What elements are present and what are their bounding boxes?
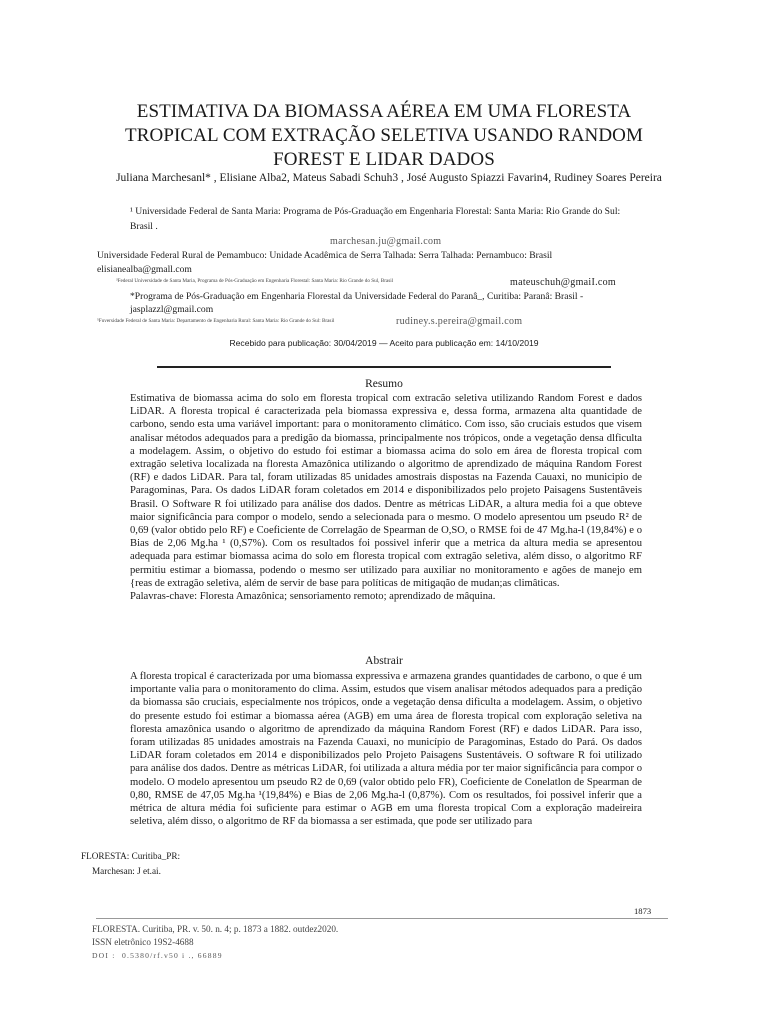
abstract-heading: Abstrair [365,655,403,667]
affiliation-4: *Programa de Pós-Graduação em Engenharia Florestal da Universidade Federal do Paranâ_, Curitiba: Paranâ: Brasil - [130,291,584,302]
affiliation-1-country: Brasil . [130,221,158,232]
abstract-text: A floresta tropical é caracterizada por uma biomassa expressiva e armazena grandes quantidades de carbono, o que é um importante valia para o monitoramento do clima. Assim, estudos que visem analisar métodos adequados para a predição da biomassa são cruciais, especialmente nos trópicos, onde a vegetação densa dificulta a modelagem. Assim, o objetivo do presente estudo foi estimar a biomassa aérea (AGB) em uma área de floresta tropical com exploração seletiva na floresta amazônica usando o algoritmo de aprendizado da máquina Random Forest (RF) e dados LiDAR. Para isso, foram utilizadas 85 unidades amostrais na Fazenda Cauaxi, no município de Paragominas, Estado do Pará. Os dados LiDAR foram coletados em 2014 e disponibilizados pelo Projeto Paisagens Sustentáveis. O software R foi utilizado para análise dos dados. Dentre as métricas LiDAR, foi utilizada a altura média por ter maior significância para compor o modelo. O modelo apresentou um pseudo R2 de 0,69 (valor obtido pelo FR), Coeficiente de Conelatlon de Spearman de 0,80, RMSE de 47,05 Mg.ha ¹(19,84%) e Bias de 2,06 Mg.ha-l (0,87%). Com os resultados, foi possivel inferir que a métrica de altura média foi suficiente para estimar o AGB em uma floresta tropical Com a exploração madeireira seletiva, além disso, o algoritmo de RF da biomassa a ser estimada, que pode ser utilizado para [130,671,642,828]
affiliation-5: ⁵Fuversidade Federal de Santa Maria: Departamento de Engenharia Rural: Santa Maria: Rio Grande do Sul: Brasil [97,318,335,324]
doi-label: DOI : [92,951,116,960]
citation-line: FLORESTA. Curitiba, PR. v. 50. n. 4; p. 1873 a 1882. outdez2020. [92,924,339,934]
doi-link[interactable]: 0.5380/rf.v50 i ., 66889 [122,951,223,960]
section-divider [157,366,611,368]
email-link[interactable]: marchesan.ju@gmail.com [330,236,442,247]
submission-dates: Recebido para publicação: 30/04/2019 — Aceito para publicação em: 14/10/2019 [229,338,539,348]
email-link[interactable]: jasplazzl@gmail.com [130,304,214,315]
email-link[interactable]: elisianealba@gmall.com [97,264,192,275]
page-number: 1873 [634,906,652,916]
affiliation-3: ³Federal Universidade de Santa Maria, Programa de Pós-Graduação em Engenharia Florestal: Santa Maria: Rio Grande do Sul, Brasil [116,278,394,284]
running-head: FLORESTA: Curitiba_PR: [81,851,181,861]
issn-line: ISSN eletrônico 19S2-4688 [92,937,194,947]
email-link[interactable]: rudiney.s.pereira@gmail.com [396,316,523,327]
keywords: Palavras-chave: Floresta Amazônica; sensoriamento remoto; aprendizado de mâquina. [130,591,496,603]
email-link[interactable]: mateuschuh@gmaiI.com [510,277,617,288]
running-author: Marchesan: J et.ai. [92,866,161,876]
footer-divider [96,918,668,919]
author-list: Juliana Marchesanl* , Elisiane Alba2, Mateus Sabadi Schuh3 , José Augusto Spiazzi Favarin4, Rudiney Soares Pereira [116,172,662,184]
article-title: ESTIMATIVA DA BIOMASSA AÉREA EM UMA FLORESTA TROPICAL COM EXTRAÇÃO SELETIVA USANDO RANDOM FOREST E LIDAR DADOS [125,101,643,170]
resumo-text: Estimativa de biomassa acima do solo em floresta tropical com extracão seletiva utilizando Random Forest e dados LiDAR. A floresta tropical é caracterizada pela biomassa expressiva e, dessa forma, armazena alta quantidade de carbono, sendo esta uma variável important: para o monitoramento climático. Com isso, são cruciais estudos que visem analisar métodos adequados para a predigão da biomassa, principalmente nos trópicos, onde a vegetação densa dlficulta a modelagem. Assim, o objetivo do estudo foi estimar a biomassa acima do solo em área de floresta tropical com extragão seletiva localizada na floresta Amazônica utilizando o algoritmo de aprendizado de máquina Random Forest (RF) e dados LiDAR. Para tal, foram utilizadas 85 unidades amostrais dispostas na Fazenda Cauaxi, no municipio de Paragominas, Para. Os dados LiDAR foram coletados em 2014 e disponibilizados pelo projeto Paisagens Sustentâveis Brasil. O Software R foi utilizado para análise dos dados. Dentre as métricas LiDAR, a altura media foi a que obteve maior significância para compor o modelo, sendo a selecionada para o mesmo. O modelo apresentou um pseudo R² de 0,69 (valor obtido pelo RF) e Coeficiente de Correlagão de Spearman de O,SO, o RMSE foi de 47 Mg.ha-l (19,84%) e o Bias de 2,06 Mg.ha ¹ (0,S7%). Com os resultados foi possivel inferir que a metrica da altura media se apresentou adequada para estimar biomassa acima do solo em floresta tropical com extragão seletiva, além disso, o algoritmo RF permitiu estimar a biomassa, podendo o mesmo ser utilizado para auxiliar no monitoramento e agões de manejo em {reas de extragão seletiva, além de servir de base para políticas de mitigaqão de mudan;as climâticas. [130,393,642,589]
resumo-heading: Resumo [365,378,403,390]
abstract-body [130,670,642,828]
affiliation-2: Universidade Federal Rural de Pemambuco: Unidade Acadêmica de Serra Talhada: Serra Talhada: Pernambuco: Brasil [97,250,553,261]
resumo-body [130,392,642,603]
affiliation-1: ¹ Universidade Federal de Santa Maria: Programa de Pós-Graduação em Engenharia Florestal: Santa Maria: Rio Grande do Sul: [130,206,621,217]
